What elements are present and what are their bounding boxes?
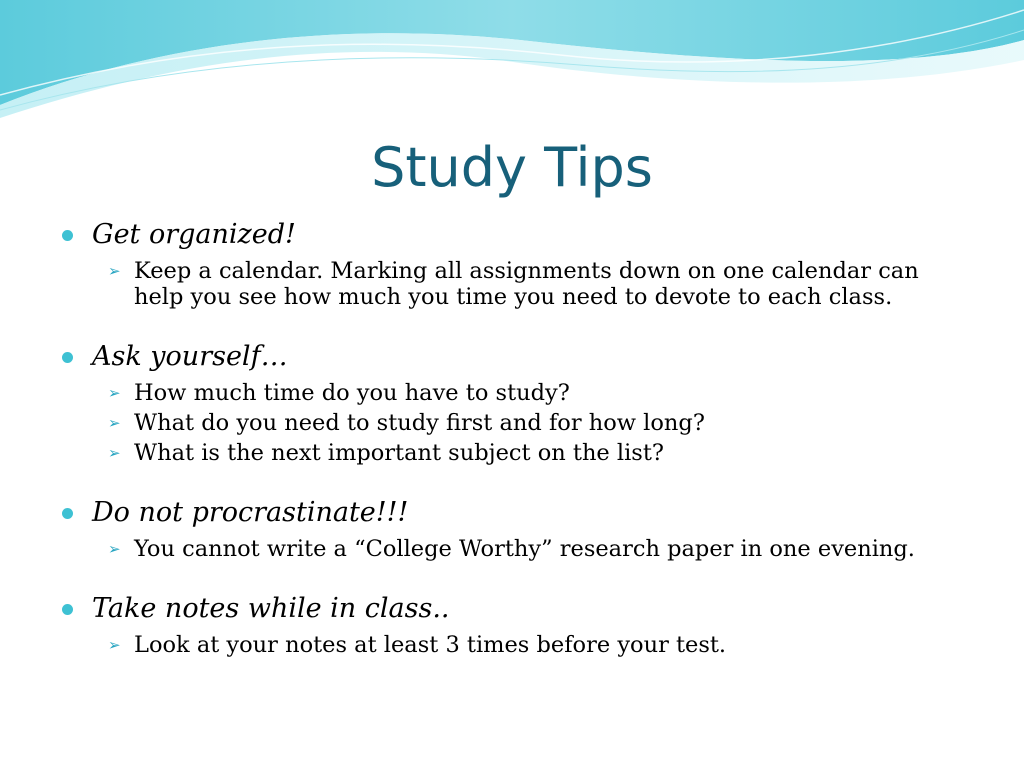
bullet-heading: Ask yourself… xyxy=(92,341,288,372)
slide-title: Study Tips xyxy=(371,136,653,199)
bullet-heading: Get organized! xyxy=(92,219,296,250)
section-do-not-procrastinate xyxy=(62,494,962,562)
section-ask-yourself xyxy=(62,338,962,466)
bullet-level2 xyxy=(62,632,962,658)
bullet-text: What do you need to study first and for how long? xyxy=(134,410,705,436)
arrow-bullet-icon: ➢ xyxy=(108,262,121,280)
bullet-heading: Take notes while in class.. xyxy=(92,593,450,624)
section-get-organized xyxy=(62,216,962,310)
arrow-bullet-icon: ➢ xyxy=(108,384,121,402)
bullet-list xyxy=(62,216,962,686)
arrow-bullet-icon: ➢ xyxy=(108,414,121,432)
circle-bullet-icon xyxy=(62,508,73,519)
bullet-text: What is the next important subject on the list? xyxy=(134,440,664,466)
bullet-level1 xyxy=(62,590,962,628)
bullet-level2 xyxy=(62,536,962,562)
bullet-heading: Do not procrastinate!!! xyxy=(92,497,409,528)
bullet-text: Look at your notes at least 3 times before your test. xyxy=(134,632,727,658)
arrow-bullet-icon: ➢ xyxy=(108,540,121,558)
bullet-text: How much time do you have to study? xyxy=(134,380,570,406)
bullet-level2 xyxy=(62,440,962,466)
bullet-text: Keep a calendar. Marking all assignments down on one calendar can help you see how much you time you need to devote to each class. xyxy=(134,258,919,310)
circle-bullet-icon xyxy=(62,352,73,363)
header-wave-decoration xyxy=(0,0,1024,130)
section-take-notes xyxy=(62,590,962,658)
bullet-text: You cannot write a “College Worthy” research paper in one evening. xyxy=(134,536,915,562)
circle-bullet-icon xyxy=(62,230,73,241)
bullet-level1 xyxy=(62,216,962,254)
bullet-level2 xyxy=(62,258,962,310)
bullet-level1 xyxy=(62,494,962,532)
bullet-level1 xyxy=(62,338,962,376)
bullet-level2 xyxy=(62,410,962,436)
circle-bullet-icon xyxy=(62,604,73,615)
arrow-bullet-icon: ➢ xyxy=(108,636,121,654)
bullet-level2 xyxy=(62,380,962,406)
arrow-bullet-icon: ➢ xyxy=(108,444,121,462)
